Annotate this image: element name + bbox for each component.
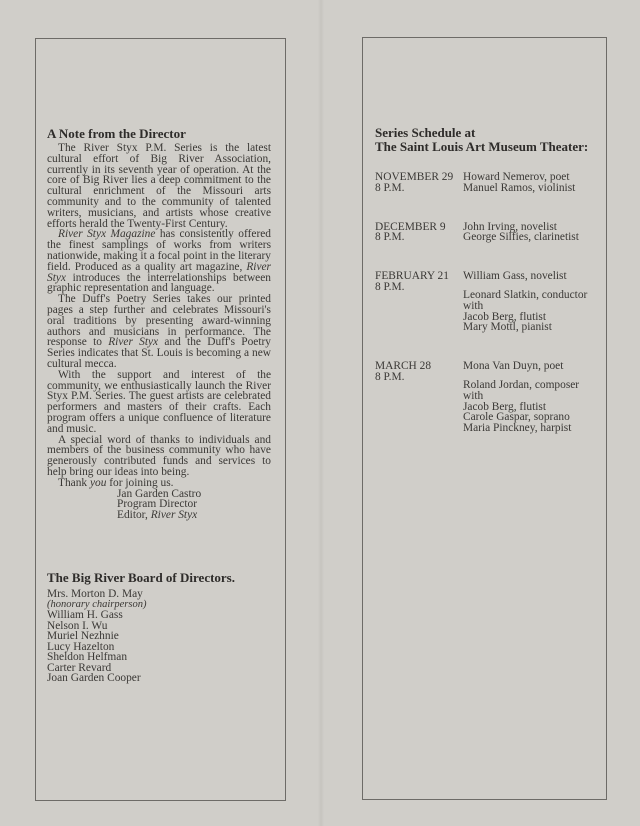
note-title: A Note from the Director — [47, 126, 186, 141]
schedule-title: Series Schedule at — [375, 125, 476, 140]
performer: with — [463, 299, 484, 312]
performer: William Gass, novelist — [463, 270, 567, 283]
text: River Styx — [150, 509, 198, 522]
magazine-title: River Styx Magazine — [58, 228, 156, 241]
event-date — [375, 271, 463, 341]
text: The Duff's Poetry Series takes our printed pages a step further and celebrates Missouri's oral traditions by presenting award-winning authors and musicians in performance. The response to — [47, 293, 271, 349]
board-member: William H. Gass — [47, 609, 123, 621]
performer: Mary Mottl, pianist — [463, 321, 552, 334]
text: Editor, — [117, 509, 151, 522]
note-paragraph — [47, 229, 271, 294]
performer: Maria Pinckney, harpist — [463, 422, 572, 435]
event-date — [375, 361, 463, 442]
board-member: Mrs. Morton D. May — [47, 588, 143, 600]
performer: with — [463, 389, 484, 402]
event-performers — [463, 361, 600, 442]
board-member: Sheldon Helfman — [47, 651, 128, 663]
event-date: DECEMBER 9 — [375, 220, 446, 233]
board-member: Joan Garden Cooper — [47, 672, 141, 684]
performer: Mona Van Duyn, poet — [463, 360, 564, 373]
performer: Jacob Berg, flutist — [463, 310, 546, 323]
performer: John Irving, novelist — [463, 220, 557, 233]
left-panel — [35, 38, 286, 801]
note-paragraph: The River Styx P.M. Series is the latest cultural effort of Big River Association, currently in its seventh year of operation. At the core of Big River lies a deep commitment to the cultural enrichment of the Missouri arts community and to the community of talented writers, musicians, and artists whose creative efforts herald the Twenty-First Century. — [47, 142, 271, 230]
event-performers — [463, 172, 600, 202]
event-date: NOVEMBER 29 — [375, 171, 454, 183]
board-member: Nelson I. Wu — [47, 619, 108, 632]
signature-title: Program Director — [117, 498, 198, 511]
performer: Manuel Ramos, violinist — [463, 181, 576, 194]
board-member: Lucy Hazelton — [47, 640, 115, 653]
director-note — [47, 127, 271, 521]
performer-group — [463, 222, 600, 244]
event-time: 8 P.M. — [375, 370, 405, 383]
event-date — [375, 222, 463, 252]
schedule-event — [375, 361, 600, 442]
event-time: 8 P.M. — [375, 231, 405, 244]
performer: Leonard Slatkin, conductor — [463, 288, 588, 301]
schedule-event — [375, 172, 600, 202]
event-date — [375, 172, 463, 202]
note-paragraph: A special word of thanks to individuals and members of the business community who have generously contributed funds and services to help bring our ideas into being. — [47, 433, 271, 478]
event-date: FEBRUARY 21 — [375, 270, 449, 283]
text: you — [89, 476, 107, 489]
performer: Carole Gaspar, soprano — [463, 411, 570, 424]
thanks-line — [47, 478, 271, 489]
event-time: 8 P.M. — [375, 181, 405, 194]
schedule-title: The Saint Louis Art Museum Theater: — [375, 139, 589, 154]
event-performers — [463, 222, 600, 252]
schedule-event — [375, 222, 600, 252]
performer: Jacob Berg, flutist — [463, 400, 546, 413]
performer: George Silfies, clarinetist — [463, 231, 579, 244]
magazine-title: River Styx — [47, 260, 271, 284]
text: for joining us. — [106, 476, 174, 489]
magazine-title: River Styx — [108, 336, 159, 349]
performer-group — [463, 172, 600, 194]
performer-group — [463, 380, 600, 434]
board-of-directors — [47, 571, 271, 684]
signature-editor — [117, 510, 271, 521]
performer: Howard Nemerov, poet — [463, 171, 570, 183]
performer-group — [463, 290, 600, 333]
note-paragraph: With the support and interest of the community, we enthusiastically launch the River Styx P.M. Series. The guest artists are celebrated performers and masters of their crafts. Each program offers a unique confluence of literature and music. — [47, 368, 271, 435]
event-performers — [463, 271, 600, 341]
signature-block — [117, 489, 271, 521]
board-member: Carter Revard — [47, 661, 112, 674]
right-panel — [362, 37, 607, 800]
board-member-note: (honorary chairperson) — [47, 598, 147, 610]
board-member: Muriel Nezhnie — [47, 630, 119, 642]
event-date: MARCH 28 — [375, 360, 432, 373]
text: Thank — [58, 476, 90, 489]
board-title: The Big River Board of Directors. — [47, 570, 235, 585]
signature-name: Jan Garden Castro — [117, 487, 202, 500]
performer-group — [463, 361, 600, 372]
text: has consistently offered the finest samplings of works from writers nationwide, making it a focal point in the literary field. Produced as a quality art magazine, — [47, 228, 271, 273]
text: and the Duff's Poetry Series indicates that St. Louis is becoming a new cultural mecca. — [47, 336, 271, 370]
schedule-event — [375, 271, 600, 341]
series-schedule — [375, 126, 600, 442]
text: introduces the interrelationships between graphic representation and language. — [47, 271, 271, 295]
event-time: 8 P.M. — [375, 280, 405, 293]
performer-group — [463, 271, 600, 282]
performer: Roland Jordan, composer — [463, 378, 580, 391]
page-fold — [318, 0, 324, 826]
note-paragraph — [47, 294, 271, 370]
